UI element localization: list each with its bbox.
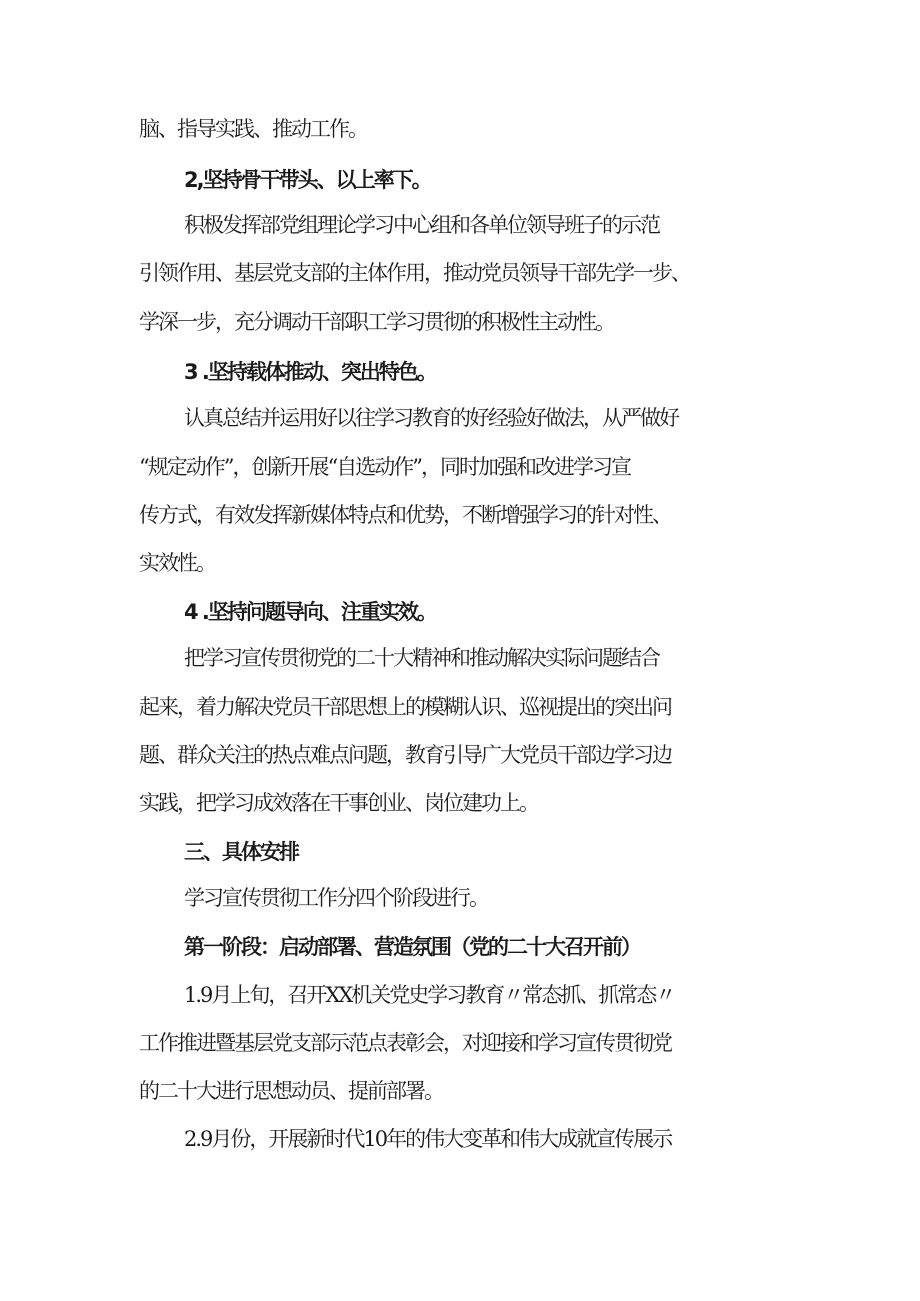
body-text-line: 学习宣传贯彻工作分四个阶段进行。 (184, 886, 488, 910)
body-text-line: 1.9月上旬，召开XX机关党史学习教育〃常态抓、抓常态〃 (184, 983, 675, 1007)
section-heading-2: 2,坚持骨干带头、以上率下。 (184, 168, 431, 192)
phase-heading: 第一阶段：启动部署、营造氛围（党的二十大召开前） (184, 935, 640, 959)
body-text-line: 实效性。 (139, 551, 215, 575)
body-text-line: 脑、指导实践、推动工作。 (139, 117, 367, 141)
body-text-line: 题、群众关注的热点难点问题，教育引导广大党员干部边学习边 (139, 743, 671, 767)
body-text-line: “规定动作”，创新开展“自选动作”，同时加强和改进学习宣 (139, 455, 630, 479)
section-heading-3: 3 .坚持载体推动、突出特色。 (184, 360, 436, 384)
section-heading-4: 4 .坚持问题导向、注重实效。 (184, 600, 436, 624)
body-text-line: 认真总结并运用好以往学习教育的好经验好做法，从严做好 (184, 406, 678, 430)
body-text-line: 学深一步，充分调动干部职工学习贯彻的积极性主动性。 (139, 310, 614, 334)
body-text-line: 起来，着力解决党员干部思想上的模糊认识、巡视提出的突出问 (139, 695, 671, 719)
body-text-line: 实践，把学习成效落在干事创业、岗位建功上。 (139, 791, 538, 815)
body-text-line: 把学习宣传贯彻党的二十大精神和推动解决实际问题结合 (184, 646, 659, 670)
body-text-line: 积极发挥部党组理论学习中心组和各单位领导班子的示范 (184, 213, 659, 237)
body-text-line: 工作推进暨基层党支部示范点表彰会，对迎接和学习宣传贯彻党 (139, 1031, 671, 1055)
chapter-heading: 三、具体安排 (184, 840, 298, 864)
body-text-line: 2.9月份，开展新时代10年的伟大变革和伟大成就宣传展示 (184, 1127, 672, 1151)
body-text-line: 引领作用、基层党支部的主体作用，推动党员领导干部先学一步、 (139, 261, 690, 285)
body-text-line: 传方式，有效发挥新媒体特点和优势，不断增强学习的针对性、 (139, 503, 671, 527)
body-text-line: 的二十大进行思想动员、提前部署。 (139, 1079, 443, 1103)
